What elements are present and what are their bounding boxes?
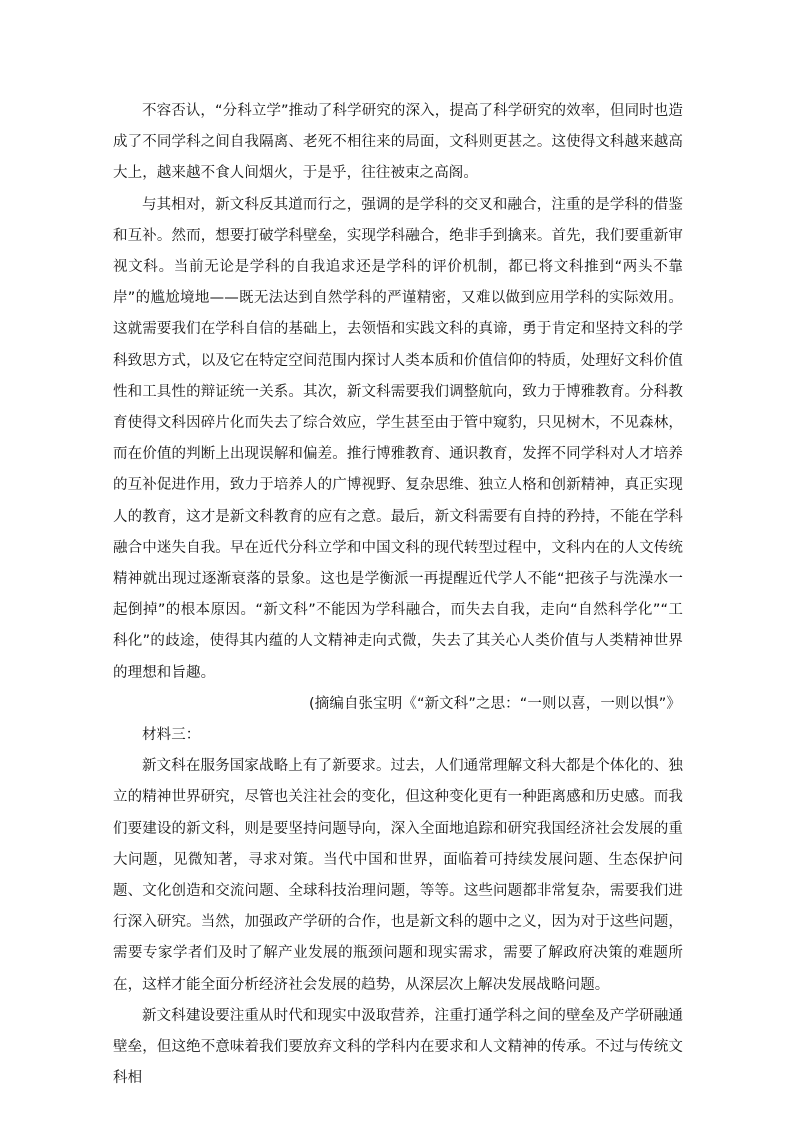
source-citation: (摘编自张宝明《“新文科”之思：“一则以喜，一则以惧”》 <box>308 695 681 712</box>
paragraph-3: 新文科在服务国家战略上有了新要求。过去，人们通常理解文科大都是个体化的、独立的精神世界研究，尽管也关注社会的变化，但这种变化更有一种距离感和历史感。而我们要建设的新文科，则是要坚持问题导向，深入全面地追踪和研究我国经济社会发展的重大问题，见微知著，寻求对策。当代中国和世界，面临着可持续发展问题、生态保护问题、文化创造和交流问题、全球科技治理问题，等等。这些问题都非常复杂，需要我们进行深入研究。当然，加强政产学研的合作，也是新文科的题中之义，因为对于这些问题，需要专家学者们及时了解产业发展的瓶颈问题和现实需求，需要了解政府决策的难题所在，这样才能全面分析经济社会发展的趋势，从深层次上解决发展战略问题。 <box>113 758 683 993</box>
material-heading: 材料三： <box>142 727 201 744</box>
paragraph-2: 与其相对，新文科反其道而行之，强调的是学科的交叉和融合，注重的是学科的借鉴和互补。然而，想要打破学科壁垒，实现学科融合，绝非手到擒来。首先，我们要重新审视文科。当前无论是学科的自我追求还是学科的评价机制，都已将文科推到“两头不靠岸”的尴尬境地——既无法达到自然学科的严谨精密，又难以做到应用学科的实际效用。这就需要我们在学科自信的基础上，去领悟和实践文科的真谛，勇于肯定和坚持文科的学科致思方式，以及它在特定空间范围内探讨人类本质和价值信仰的特质，处理好文科价值性和工具性的辩证统一关系。其次，新文科需要我们调整航向，致力于博雅教育。分科教育使得文科因碎片化而失去了综合效应，学生甚至由于管中窥豹，只见树木，不见森林，而在价值的判断上出现误解和偏差。推行博雅教育、通识教育，发挥不同学科对人才培养的互补促进作用，致力于培养人的广博视野、复杂思维、独立人格和创新精神，真正实现人的教育，这才是新文科教育的应有之意。最后，新文科需要有自持的矜持，不能在学科融合中迷失自我。早在近代分科立学和中国文科的现代转型过程中，文科内在的人文传统精神就出现过逐渐衰落的景象。这也是学衡派一再提醒近代学人不能“把孩子与洗澡水一起倒掉”的根本原因。“新文科”不能因为学科融合，而失去自我，走向“自然科学化”“工科化”的歧途，使得其内蕴的人文精神走向式微，失去了其关心人类价值与人类精神世界的理想和旨趣。 <box>113 196 683 681</box>
paragraph-1: 不容否认，“分科立学”推动了科学研究的深入，提高了科学研究的效率，但同时也造成了不同学科之间自我隔离、老死不相往来的局面，文科则更甚之。这使得文科越来越高大上，越来越不食人间烟火，于是乎，往往被束之高阁。 <box>113 103 683 182</box>
document-body <box>113 96 683 1095</box>
paragraph-4: 新文科建设要注重从时代和现实中汲取营养，注重打通学科之间的壁垒及产学研融通壁垒，但这绝不意味着我们要放弃文科的学科内在要求和人文精神的传承。不过与传统文科相 <box>113 1007 683 1087</box>
